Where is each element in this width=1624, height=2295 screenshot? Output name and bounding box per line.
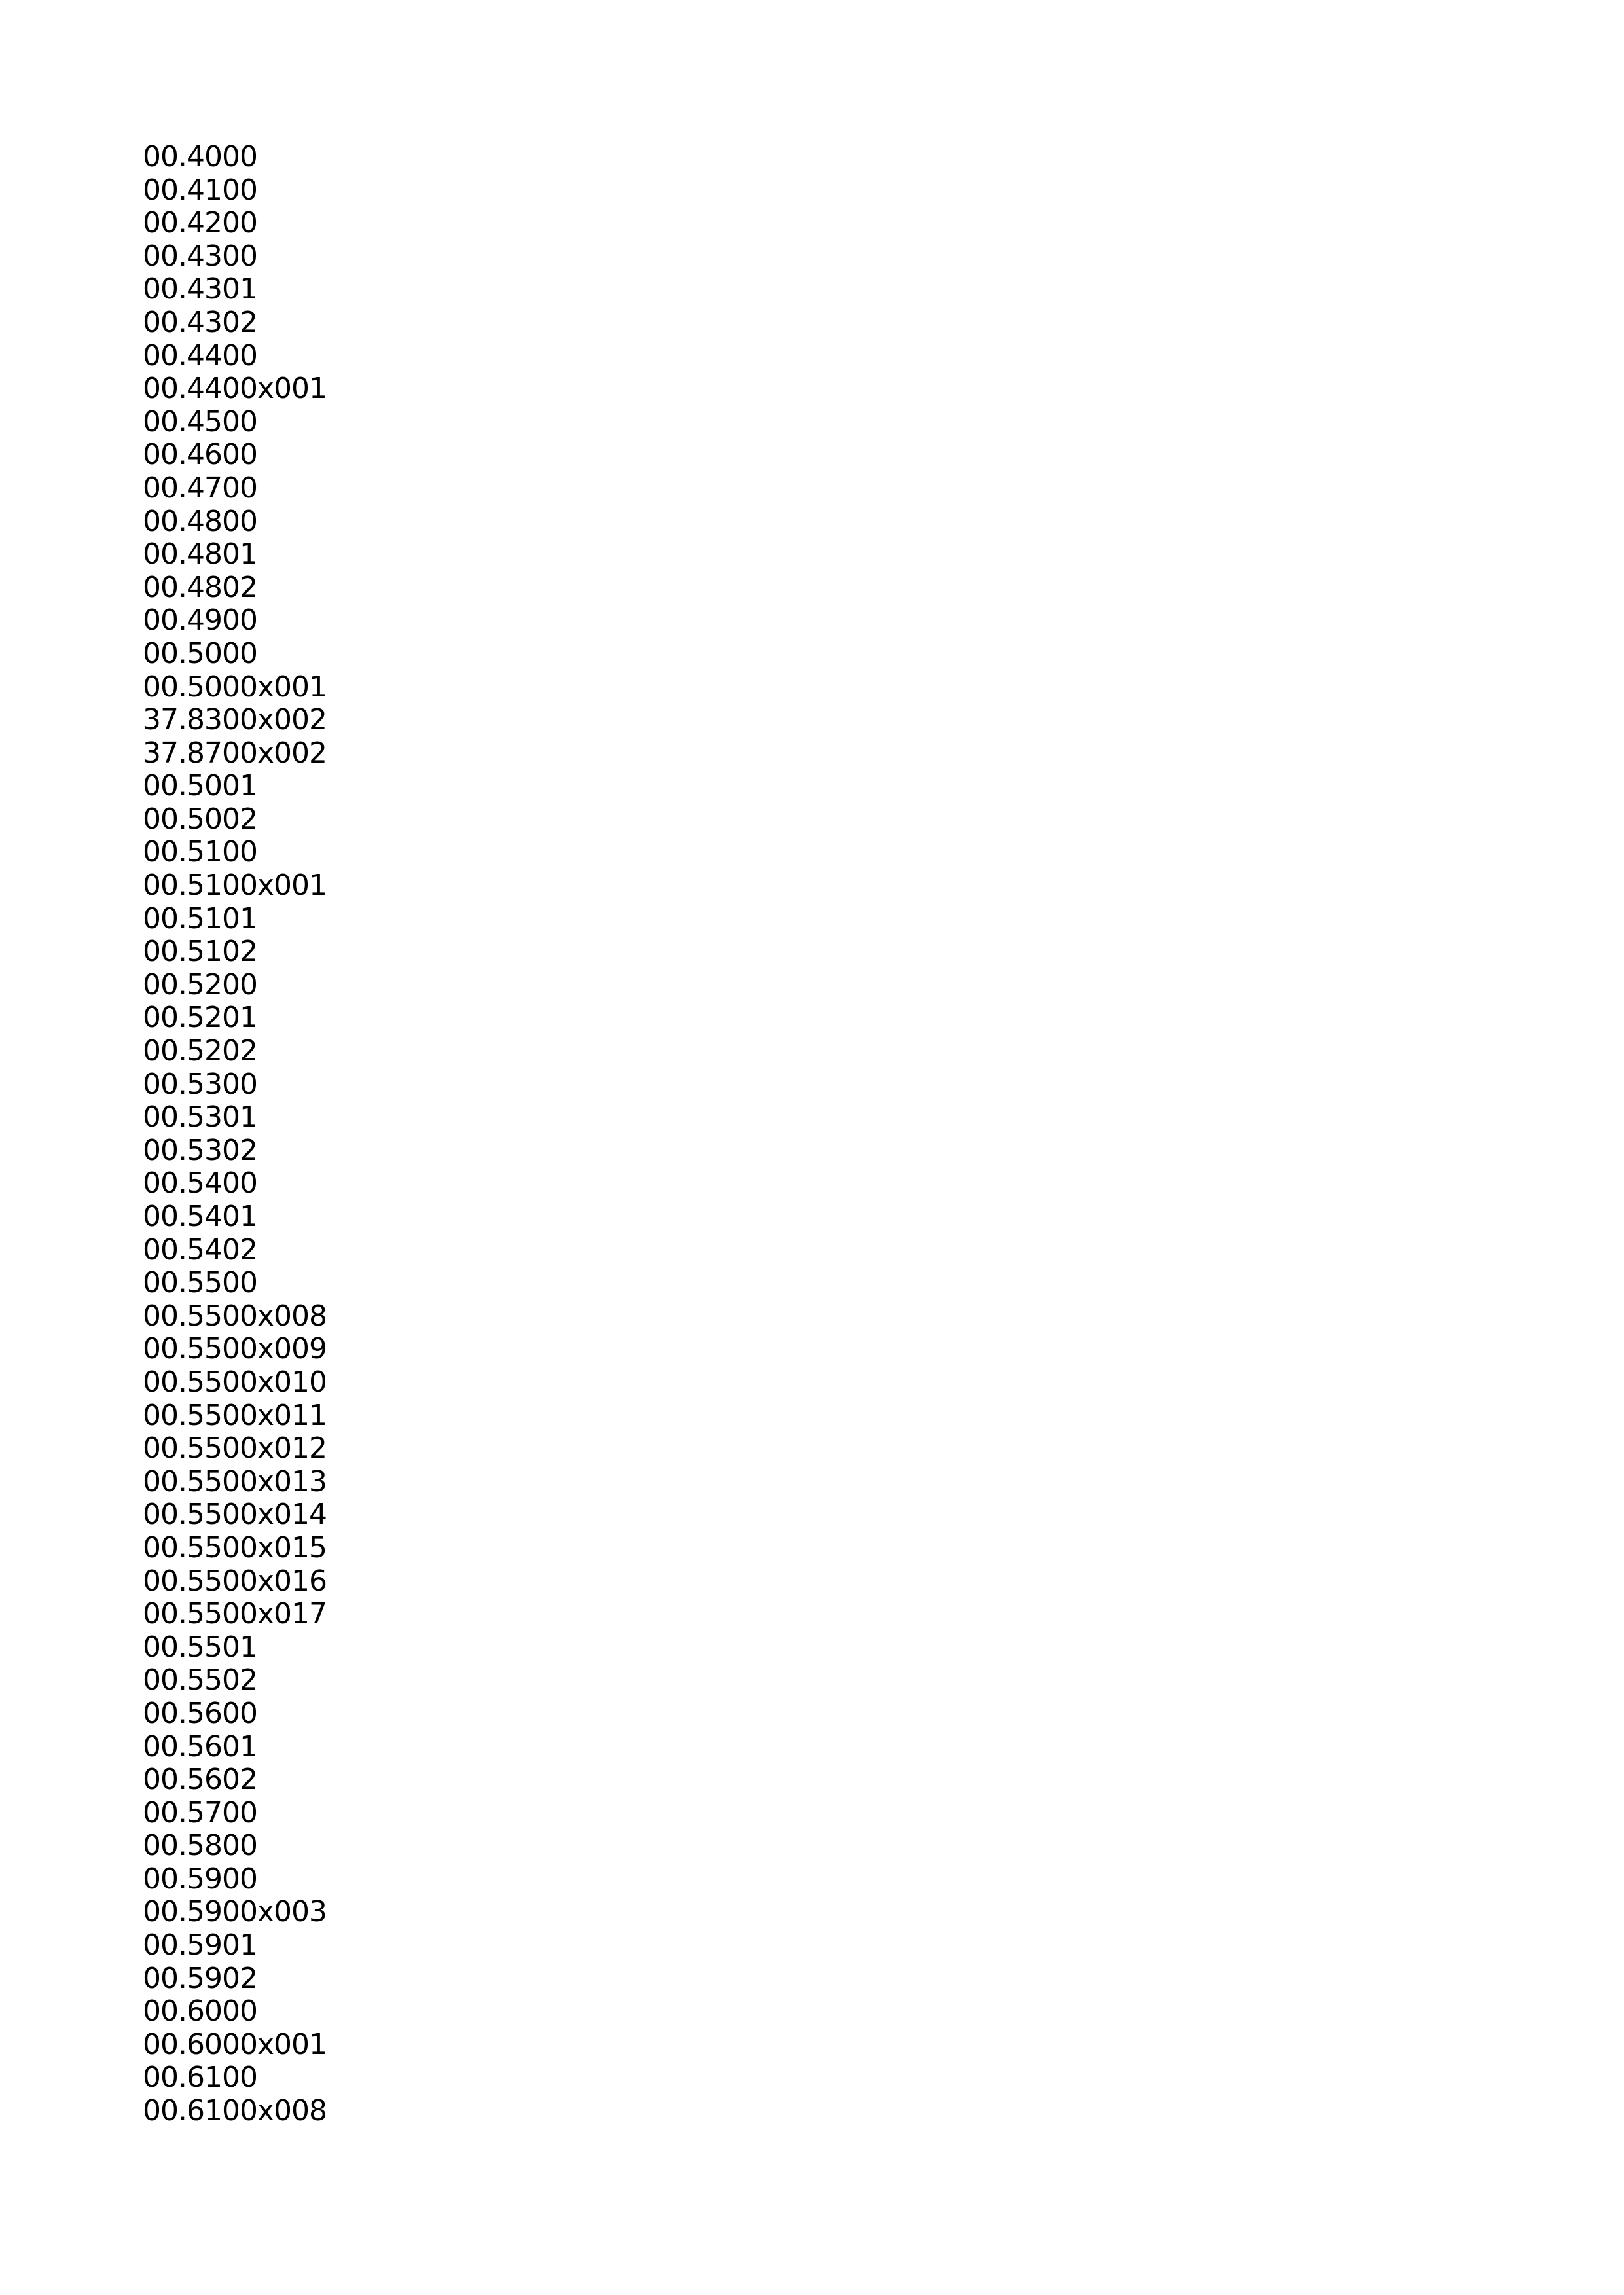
code-line: 00.4802 xyxy=(143,570,257,604)
code-line: 00.5300 xyxy=(143,1067,257,1101)
code-line: 00.5002 xyxy=(143,802,257,836)
code-line: 00.5500x012 xyxy=(143,1432,327,1466)
code-line: 00.5901 xyxy=(143,1928,257,1962)
code-line: 00.5202 xyxy=(143,1034,257,1068)
code-line: 00.5201 xyxy=(143,1001,257,1035)
code-line: 00.4400 xyxy=(143,338,257,372)
code-line: 00.4000 xyxy=(143,140,257,173)
code-line: 00.4302 xyxy=(143,305,257,339)
code-line: 00.5500x008 xyxy=(143,1299,327,1333)
code-line: 00.6000 xyxy=(143,1995,257,2029)
code-line: 00.5200 xyxy=(143,967,257,1002)
code-line: 00.5500x015 xyxy=(143,1530,327,1564)
code-line: 00.5101 xyxy=(143,901,257,935)
code-line: 00.5900 xyxy=(143,1862,257,1896)
code-line: 00.4400x001 xyxy=(143,372,327,406)
code-list xyxy=(143,141,327,2128)
code-line: 00.5500 xyxy=(143,1266,257,1300)
code-line: 00.5301 xyxy=(143,1100,257,1134)
code-line: 00.5102 xyxy=(143,935,257,969)
code-line: 00.5302 xyxy=(143,1133,257,1167)
code-line: 00.5500x013 xyxy=(143,1464,327,1498)
code-line: 00.5500x010 xyxy=(143,1365,327,1399)
code-line: 00.5900x003 xyxy=(143,1895,327,1929)
code-line: 00.5502 xyxy=(143,1663,257,1697)
code-line: 00.4600 xyxy=(143,438,257,472)
code-line: 00.5500x016 xyxy=(143,1564,327,1598)
code-line: 00.6000x001 xyxy=(143,2027,327,2061)
code-line: 00.4301 xyxy=(143,272,257,306)
code-line: 37.8300x002 xyxy=(143,703,327,737)
code-line: 00.4200 xyxy=(143,206,257,240)
code-line: 00.5100x001 xyxy=(143,869,327,903)
code-line: 00.4100 xyxy=(143,173,257,207)
code-line: 00.4500 xyxy=(143,405,257,439)
code-line: 00.4800 xyxy=(143,504,257,538)
code-line: 00.5000x001 xyxy=(143,670,327,704)
code-line: 00.5500x009 xyxy=(143,1332,327,1366)
code-line: 00.5100 xyxy=(143,835,257,869)
code-line: 00.4300 xyxy=(143,239,257,273)
code-line: 00.5902 xyxy=(143,1961,257,1995)
code-line: 00.5000 xyxy=(143,636,257,670)
code-line: 00.5001 xyxy=(143,769,257,803)
code-line: 00.5402 xyxy=(143,1233,257,1267)
code-line: 00.5401 xyxy=(143,1200,257,1233)
code-line: 00.6100x008 xyxy=(143,2094,327,2128)
code-line: 00.5700 xyxy=(143,1796,257,1830)
code-line: 00.6100 xyxy=(143,2061,257,2095)
code-line: 00.5601 xyxy=(143,1729,257,1763)
code-line: 00.5800 xyxy=(143,1829,257,1863)
code-line: 00.5501 xyxy=(143,1630,257,1664)
code-line: 00.5600 xyxy=(143,1696,257,1730)
code-line: 00.4900 xyxy=(143,604,257,638)
code-line: 00.5500x014 xyxy=(143,1498,327,1532)
code-line: 00.5500x011 xyxy=(143,1398,327,1432)
code-line: 00.5602 xyxy=(143,1763,257,1797)
code-line: 00.5500x017 xyxy=(143,1597,327,1631)
code-line: 00.4700 xyxy=(143,471,257,505)
code-line: 00.4801 xyxy=(143,537,257,571)
code-line: 00.5400 xyxy=(143,1166,257,1201)
code-line: 37.8700x002 xyxy=(143,736,327,770)
